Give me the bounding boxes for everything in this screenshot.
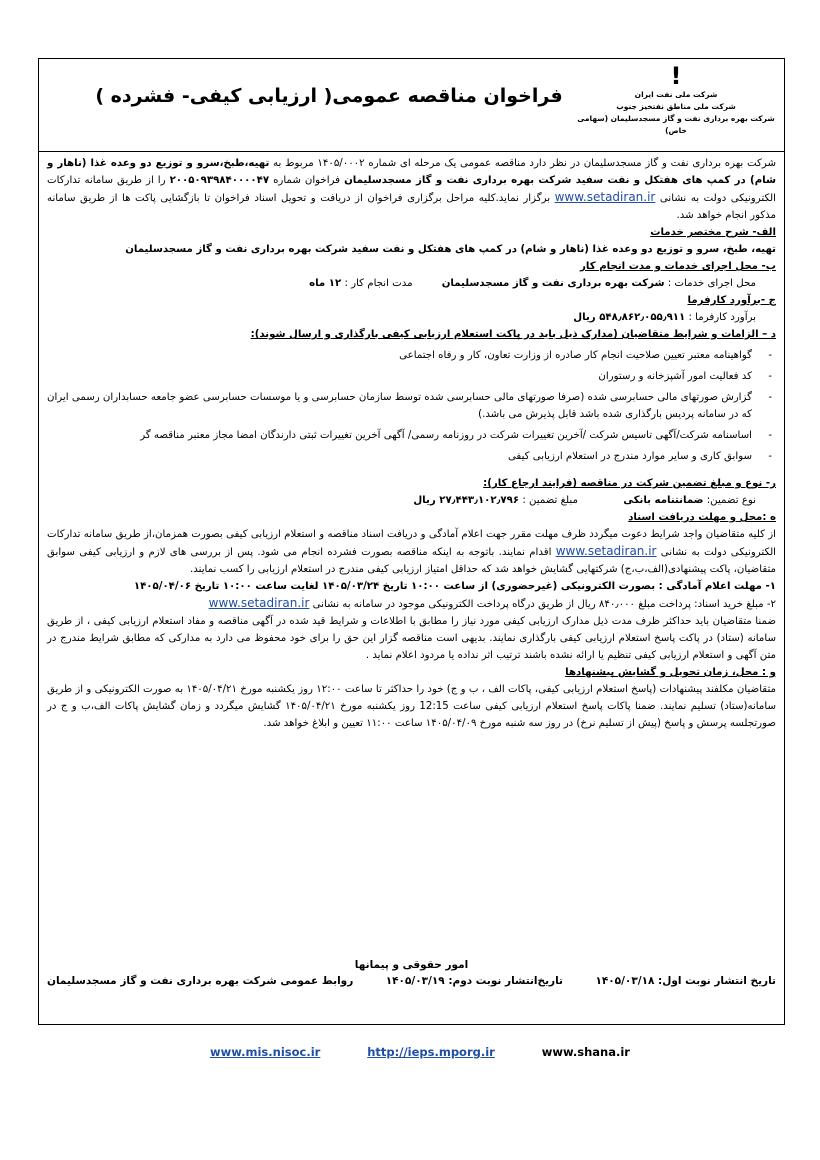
place-value: شرکت بهره برداری نفت و گاز مسجدسلیمان bbox=[441, 278, 665, 289]
duration-label: مدت انجام کار : bbox=[341, 278, 413, 289]
section-h-text-2: اقدام نمایند. باتوجه به اینکه مناقصه بصورت فشرده انجام می شود. پس از بررسی های لازم و ارزیابی کیفی سوابق متقاضیان، پاکت پیشنهادی(الف،ب،ج) شرکتهایی گشایش خواهد شد که حداقل امتیاز ارزیابی کیفی مندرج در استعلام ارزیابی را کسب نمایند. bbox=[47, 547, 776, 575]
estimate-value: ۵۴۸٫۸۶۲٫۰۵۵٫۹۱۱ ریال bbox=[573, 312, 686, 323]
section-d-heading: د – الزامات و شرایط متقاضیان (مدارک ذیل باید در پاکت استعلام ارزیابی کیفی بارگذاری و ارسال شوند): bbox=[250, 329, 776, 340]
notice-body bbox=[47, 155, 776, 732]
shana-link[interactable]: www.shana.ir bbox=[541, 1045, 630, 1059]
document-frame bbox=[38, 58, 785, 1025]
guarantee-type-label: نوع تضمین: bbox=[703, 495, 756, 506]
purchase-line bbox=[47, 595, 776, 613]
signature-row bbox=[47, 975, 776, 987]
logo-line-2: شرکت ملی مناطق نفتخیز جنوب bbox=[616, 102, 736, 111]
guarantee-type-value: ضمانتنامه بانکی bbox=[623, 495, 704, 506]
section-h-text-1: از کلیه متقاضیان واجد شرایط دعوت میگردد ظرف مهلت مقرر جهت اعلام آمادگی و دریافت اسناد مناقصه و استعلام ارزیابی کیفی بصورت همزمان،از طریق سامانه تدارکات الکترونیکی دولت به نشانی bbox=[47, 529, 777, 558]
list-item: - سوابق کاری و سایر موارد مندرج در استعلام ارزیابی کیفی bbox=[47, 448, 752, 465]
intro-text-4: برگزار نماید.کلیه مراحل برگزاری فراخوان از دریافت و تحویل اسناد فراخوان تا بازگشایی پاکت ها از طریق سامانه مذکور انجام خواهد شد. bbox=[47, 193, 776, 221]
publish-date-1: تاریخ انتشار نوبت اول: ۱۴۰۵/۰۳/۱۸ bbox=[595, 975, 776, 987]
section-v-heading: و : محل، زمان تحویل و گشایش پیشنهادها bbox=[565, 667, 776, 678]
setadiran-link[interactable]: www.setadiran.ir bbox=[554, 190, 656, 204]
section-h-paragraph-4: ضمنا متقاضیان باید حداکثر ظرف مدت ذیل مدارک ارزیابی کیفی مورد نیاز را مطابق با اطلاعات و شرایط قید شده در آگهی مناقصه و مفاد استعلام ارزیابی کیفی ، از طریق سامانه (ستاد) در پاکت پاسخ استعلام ارزیابی کیفی بارگذاری نمایند. بدیهی است مناقصه گزار این حق را برای خود محفوظ می دارد به مدارکی که مطابق شرایط مندرج در متن آگهی و استعلام ارزیابی کیفی تنظیم یا ارائه نشده باشند ترتیب اثر نداده یا مردود اعلام نماید . bbox=[47, 616, 776, 661]
section-b-heading: ب- محل اجرای خدمات و مدت انجام کار bbox=[580, 261, 776, 272]
deadline-line: ۱- مهلت اعلام آمادگی : بصورت الکترونیکی (غیرحضوری) از ساعت ۱۰:۰۰ تاریخ ۱۴۰۵/۰۳/۲۴ لغایت ساعت ۱۰:۰۰ تاریخ ۱۴۰۵/۰۴/۰۶ bbox=[133, 581, 776, 592]
tender-number: ۲۰۰۵۰۹۳۹۸۴۰۰۰۰۴۷ bbox=[169, 175, 270, 186]
signature-block bbox=[47, 959, 776, 987]
section-r-heading: ر- نوع و مبلغ تضمین شرکت در مناقصه (فرایند ارجاع کار): bbox=[483, 478, 776, 489]
publish-date-2: تاریخ‌انتشار نوبت دوم: ۱۴۰۵/۰۳/۱۹ bbox=[385, 975, 563, 987]
nisoc-link[interactable]: www.mis.nisoc.ir bbox=[210, 1045, 321, 1059]
legal-affairs: امور حقوقی و پیمانها bbox=[354, 959, 469, 971]
guarantee-amount-label: مبلغ تضمین : bbox=[519, 495, 578, 506]
place-label: محل اجرای خدمات : bbox=[664, 278, 756, 289]
requirements-list bbox=[47, 347, 776, 465]
page-title: فراخوان مناقصه عمومی( ارزیابی کیفی- فشرده ) bbox=[95, 85, 563, 107]
list-item: - گزارش صورتهای مالی حسابرسی شده (صرفا صورتهای مالی حسابرسی شده توسط سازمان حسابرسی و یا موسسات حسابرسی عضو جامعه حسابداران رسمی ایران که در سامانه پردیس بارگذاری شده باشد قابل پذیرش می باشد.) bbox=[47, 389, 752, 423]
section-h-heading: ه :محل و مهلت دریافت اسناد bbox=[628, 512, 776, 523]
logo-line-3: شرکت بهره برداری نفت و گاز مسجدسلیمان (سهامی خاص) bbox=[577, 114, 775, 135]
list-item: - اساسنامه شرکت/آگهی تاسیس شرکت /آخرین تغییرات شرکت در روزنامه رسمی/ آگهی آخرین تغییرات ثبتی دارندگان امضا مجاز معتبر مناقصه گر bbox=[47, 427, 752, 444]
section-r-row bbox=[47, 492, 776, 509]
section-b-row bbox=[47, 275, 776, 292]
intro-text-2: فراخوان شماره bbox=[269, 175, 345, 186]
section-v-text: متقاضیان مکلفند پیشنهادات (پاسخ استعلام ارزیابی کیفی، پاکات الف ، ب و ج) خود را حداکثر تا ساعت ۱۲:۰۰ روز یکشنبه مورخ ۱۴۰۵/۰۴/۲۱ به صورت الکترونیکی و از طریق سامانه(ستاد) تسلیم نمایند. ضمنا پاکات پاسخ استعلام ارزیابی کیفی ساعت 12:15 روز یکشنبه مورخ ۱۴۰۵/۰۴/۲۱ گشایش میگردد و زمان گشایش پاکات الف،ب و ج در صورتجلسه پرسش و پاسخ (پیش از تسلیم نرخ) در روز سه شنبه مورخ ۱۴۰۵/۰۴/۰۹ ساعت ۱۱:۰۰ تعیین و ابلاغ خواهد شد. bbox=[47, 684, 776, 729]
ieps-link[interactable]: http://ieps.mporg.ir bbox=[367, 1045, 495, 1059]
section-a-heading: الف- شرح مختصر خدمات bbox=[650, 227, 776, 238]
logo-mark-icon: ! bbox=[670, 62, 682, 90]
company-logo bbox=[576, 63, 776, 137]
intro-paragraph bbox=[47, 155, 776, 224]
list-item: - گواهینامه معتبر تعیین صلاحیت انجام کار صادره از وزارت تعاون، کار و رفاه اجتماعی bbox=[47, 347, 752, 364]
estimate-label: برآورد کارفرما : bbox=[685, 312, 756, 323]
section-c-row bbox=[47, 309, 776, 326]
intro-subject: تهیه،طبخ،سرو و توزیع دو وعده غذا (ناهار و شام) در کمپ های هفتکل و نفت سفید شرکت بهره برداری نفت و گاز مسجدسلیمان bbox=[47, 158, 777, 186]
duration-value: ۱۲ ماه bbox=[309, 278, 342, 289]
purchase-text: ۲- مبلغ خرید اسناد: پرداخت مبلغ ۸۴۰٫۰۰۰ ریال از طریق درگاه پرداخت الکترونیکی موجود در سامانه به نشانی bbox=[309, 599, 776, 610]
intro-text-3: را از طریق سامانه تدارکات الکترونیکی دولت به نشانی bbox=[47, 175, 776, 204]
public-relations: روابط عمومی شرکت بهره برداری نفت و گاز مسجدسلیمان bbox=[47, 975, 354, 987]
list-item: - کد فعالیت امور آشپزخانه و رستوران bbox=[47, 368, 752, 385]
section-a-text: تهیه، طبخ، سرو و توزیع دو وعده غذا (ناهار و شام) در کمپ های هفتکل و نفت سفید شرکت بهره برداری نفت و گاز مسجدسلیمان bbox=[125, 244, 776, 255]
setadiran-link[interactable]: www.setadiran.ir bbox=[555, 544, 657, 558]
guarantee-amount-value: ۲۷٫۴۴۳٫۱۰۲٫۷۹۶ ریال bbox=[413, 495, 520, 506]
setadiran-link[interactable]: www.setadiran.ir bbox=[208, 596, 310, 610]
section-h-paragraph-1 bbox=[47, 526, 776, 578]
footer-links bbox=[210, 1045, 630, 1059]
intro-text-1: شرکت بهره برداری نفت و گاز مسجدسلیمان در نظر دارد مناقصه عمومی یک مرحله ای شماره ۱۴۰۵/۰۰۰۲ مربوط به bbox=[269, 158, 776, 169]
header bbox=[39, 59, 784, 152]
section-c-heading: ج -برآورد کارفرما bbox=[687, 295, 776, 306]
logo-line-1: شرکت ملی نفت ایران bbox=[634, 90, 718, 99]
